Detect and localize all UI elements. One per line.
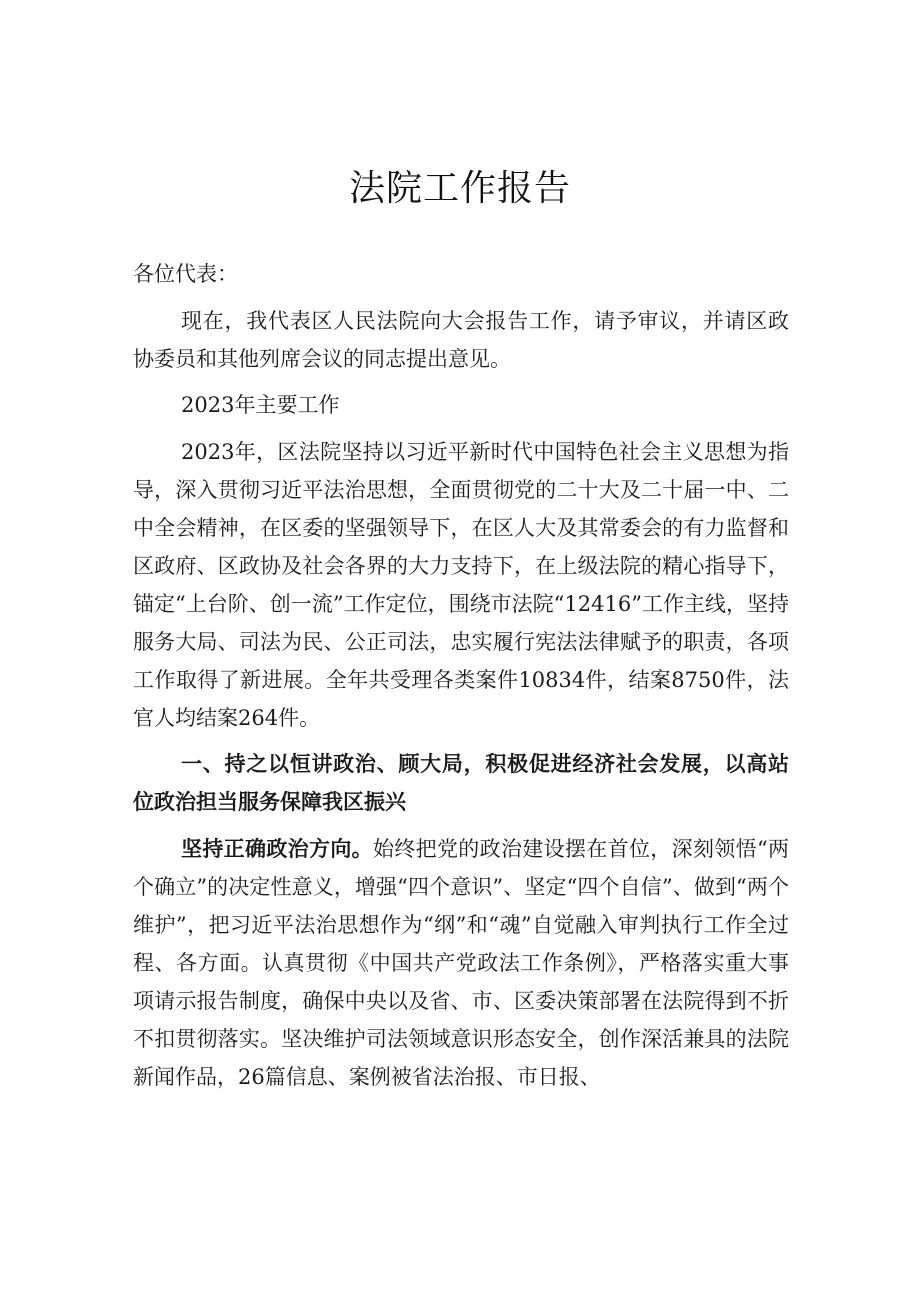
part-one-text: 始终把党的政治建设摆在首位，深刻领悟“两个确立”的决定性意义，增强“四个意识”、坚定“四个自信”、做到“两个维护”，把习近平法治思想作为“纲”和“魂”自觉融入审判执行工作全过程、各方面。认真贯彻《中国共产党政法工作条例》，严格落实重大事项请示报告制度，确保中央以及省、市、区委决策部署在法院得到不折不扣贯彻落实。坚决维护司法领域意识形态安全，创作深活兼具的法院新闻作品，26篇信息、案例被省法治报、市日报、 [133, 836, 790, 1089]
document-title: 法院工作报告 [348, 168, 571, 209]
part-one-paragraph [133, 830, 789, 1096]
salutation: 各位代表： [133, 262, 238, 286]
part-one-lead: 坚持正确政治方向。 [181, 835, 373, 861]
intro-paragraph: 现在，我代表区人民法院向大会报告工作，请予审议，并请区政协委员和其他列席会议的同志提出意见。 [133, 308, 789, 371]
section-heading: 2023年主要工作 [181, 393, 340, 417]
document-body [133, 255, 789, 1104]
part-one-heading: 一、持之以恒讲政治、顾大局，积极促进经济社会发展，以高站位政治担当服务保障我区振兴 [133, 751, 789, 814]
summary-paragraph: 2023年，区法院坚持以习近平新时代中国特色社会主义思想为指导，深入贯彻习近平法治思想，全面贯彻党的二十大及二十届一中、二中全会精神，在区委的坚强领导下，在区人大及其常委会的有力监督和区政府、区政协及社会各界的大力支持下，在上级法院的精心指导下，锚定“上台阶、创一流”工作定位，围绕市法院“12416”工作主线，坚持服务大局、司法为民、公正司法，忠实履行宪法法律赋予的职责，各项工作取得了新进展。全年共受理各类案件10834件，结案8750件，法官人均结案264件。 [133, 439, 789, 730]
